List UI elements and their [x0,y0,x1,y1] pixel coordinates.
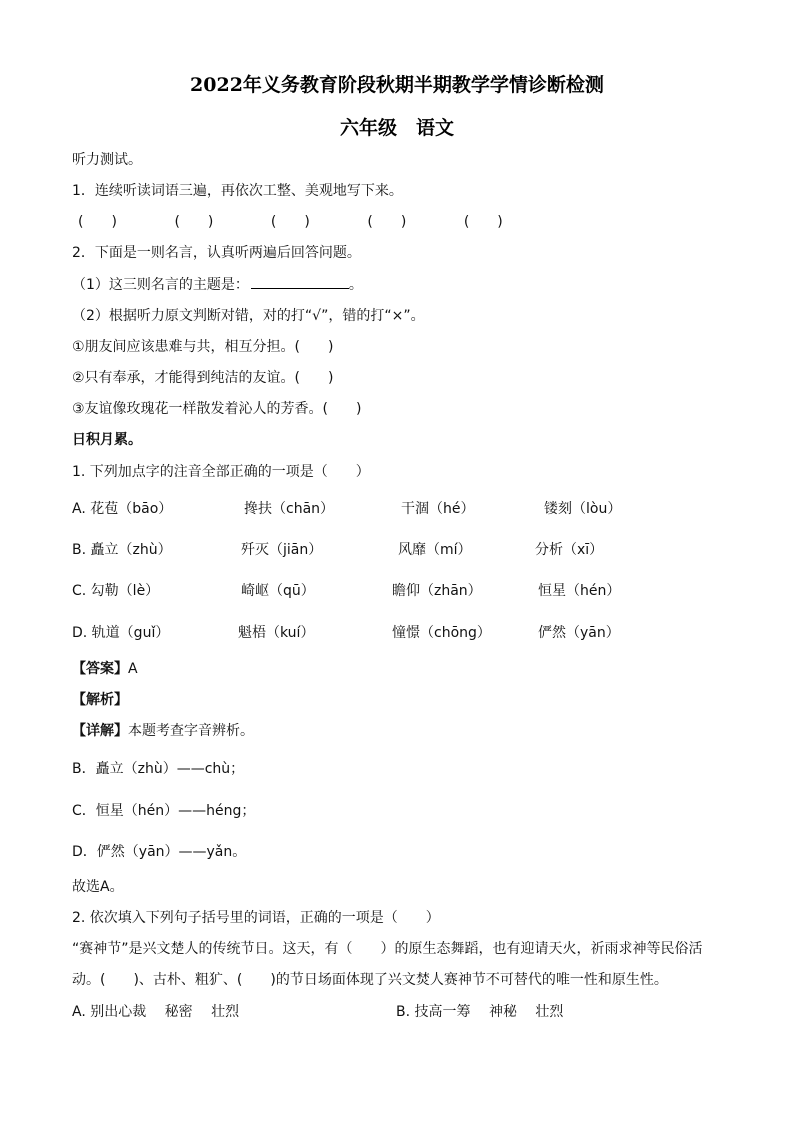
option-c-item-4: 恒星（hén） [538,583,621,599]
option-c-item-2: 崎岖（qū） [241,583,315,599]
answer-blank[interactable]: ( ) [367,214,407,230]
passage-line-1: “赛神节”是兴文楚人的传统节日。这天，有（ ）的原生态舞蹈，也有迎请天火，祈雨求神等民俗活 [72,941,703,957]
option-d-item-3: 憧憬（chōng） [392,625,491,641]
listening-question-1: 1．连续听读词语三遍，再依次工整、美观地写下来。 [72,183,403,199]
answer-line [72,659,138,679]
question-text-end: 。 [348,277,363,293]
option-a-item-2: 搀扶（chān） [244,501,335,517]
fill-in-line[interactable] [251,274,349,289]
answer-blank[interactable]: ( ) [174,214,214,230]
detail-line [72,721,254,741]
option-d-item-1: D. 轨道（guǐ） [72,625,170,641]
document-subtitle: 六年级 语文 [339,117,454,139]
explanation-b: B．矗立（zhù）——chù； [72,761,245,777]
option-d-item-4: 俨然（yān） [538,625,620,641]
explanation-d: D．俨然（yān）——yǎn。 [72,844,247,860]
listening-question-2-part-2: （2）根据听力原文判断对错，对的打“√”，错的打“×”。 [72,308,425,324]
answer-blank[interactable]: ( ) [463,214,503,230]
statement-1: ①朋友间应该患难与共，相互分担。( ) [72,339,334,355]
option-b-item-4: 分析（xī） [535,542,604,558]
option-c-item-3: 瞻仰（zhān） [392,583,482,599]
listening-question-2: 2．下面是一则名言，认真听两遍后回答问题。 [72,245,361,261]
accumulation-section-heading: 日积月累。 [72,432,142,448]
detail-text: 本题考查字音辨析。 [128,723,254,739]
option-b-item-2: 歼灭（jiān） [241,542,323,558]
answer-blank[interactable]: ( ) [78,214,117,230]
q2-option-a: A. 别出心裁 秘密 壮烈 [72,1004,240,1020]
accumulation-question-2: 2. 依次填入下列句子括号里的词语，正确的一项是（ ） [72,910,440,926]
listening-section-heading: 听力测试。 [72,152,142,168]
answer-blank[interactable]: ( ) [270,214,310,230]
option-a-item-4: 镂刻（lòu） [544,501,622,517]
option-c-item-1: C. 勾勒（lè） [72,583,160,599]
passage-line-2: 动。( )、古朴、粗犷、( )的节日场面体现了兴文焚人赛神节不可替代的唯一性和原生性。 [72,972,668,988]
document-title: 2022年义务教育阶段秋期半期教学学情诊断检测 [190,74,604,96]
answer-label: 【答案】 [72,661,128,677]
option-a-item-1: A. 花苞（bāo） [72,501,173,517]
question-text: （1）这三则名言的主题是： [72,277,249,293]
option-a-item-3: 干涸（hé） [401,501,475,517]
answer-value: A [128,661,138,677]
conclusion: 故选A。 [72,879,124,895]
statement-2: ②只有奉承，才能得到纯洁的友谊。( ) [72,370,334,386]
answer-blank-row [78,212,556,232]
explanation-c: C．恒星（hén）——héng； [72,803,256,819]
accumulation-question-1: 1. 下列加点字的注音全部正确的一项是（ ） [72,464,370,480]
option-b-item-1: B. 矗立（zhù） [72,542,172,558]
q2-option-b: B. 技高一筹 神秘 壮烈 [396,1004,564,1020]
analysis-label: 【解析】 [72,692,128,708]
listening-question-2-part-1 [72,274,363,295]
statement-3: ③友谊像玫瑰花一样散发着沁人的芳香。( ) [72,401,362,417]
detail-label: 【详解】 [72,723,128,739]
option-b-item-3: 风靡（mí） [398,542,472,558]
option-d-item-2: 魁梧（kuí） [238,625,315,641]
